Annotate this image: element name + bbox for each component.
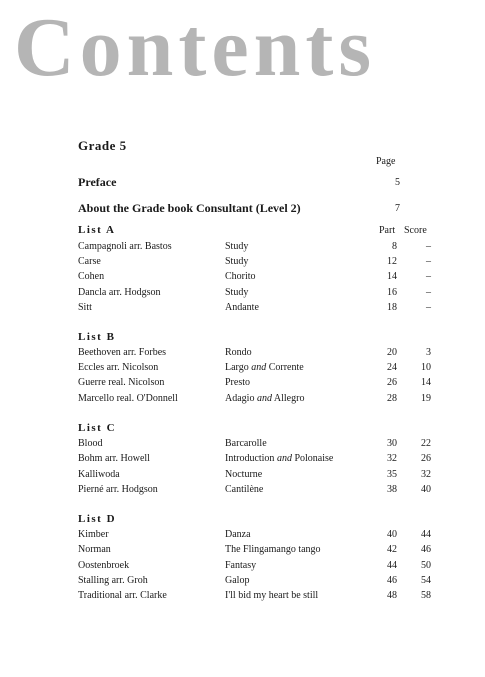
toc-row[interactable]	[78, 393, 433, 408]
part-page: 24	[387, 362, 397, 373]
piece-title: Barcarolle	[225, 438, 267, 449]
part-page: 46	[387, 575, 397, 586]
toc-row[interactable]	[78, 544, 433, 559]
list-heading-d: List D	[78, 513, 117, 525]
piece-title: Andante	[225, 302, 259, 313]
part-page: 32	[387, 453, 397, 464]
composer: Guerre real. Nicolson	[78, 377, 165, 388]
toc-row[interactable]	[78, 575, 433, 590]
score-page: 54	[421, 575, 431, 586]
composer: Pierné arr. Hodgson	[78, 484, 158, 495]
part-column-header: Part	[379, 225, 396, 236]
composer: Traditional arr. Clarke	[78, 590, 167, 601]
composer: Cohen	[78, 271, 105, 282]
piece-title: Presto	[225, 377, 250, 388]
toc-row[interactable]	[78, 453, 433, 468]
toc-page-number: 5	[395, 177, 400, 188]
piece-title: Nocturne	[225, 469, 263, 480]
score-column-header: Score	[404, 225, 427, 236]
piece-title: Largo and Corrente	[225, 362, 304, 373]
composer: Blood	[78, 438, 103, 449]
composer: Norman	[78, 544, 111, 555]
toc-page-number: 7	[395, 203, 400, 214]
composer: Oostenbroek	[78, 560, 130, 571]
part-page: 28	[387, 393, 397, 404]
composer: Carse	[78, 256, 101, 267]
piece-title: Study	[225, 287, 249, 298]
part-page: 26	[387, 377, 397, 388]
composer: Campagnoli arr. Bastos	[78, 241, 172, 252]
toc-entry-preface[interactable]: Preface	[78, 175, 117, 189]
piece-title: Introduction and Polonaise	[225, 453, 334, 464]
piece-title: Study	[225, 256, 249, 267]
score-page: 58	[421, 590, 431, 601]
composer: Marcello real. O'Donnell	[78, 393, 178, 404]
composer: Beethoven arr. Forbes	[78, 347, 167, 358]
score-page: –	[426, 256, 431, 267]
page-column-header: Page	[376, 156, 396, 167]
composer: Bohm arr. Howell	[78, 453, 150, 464]
part-page: 42	[387, 544, 397, 555]
piece-title: Galop	[225, 575, 250, 586]
score-page: –	[426, 302, 431, 313]
toc-row[interactable]	[78, 529, 433, 544]
toc-row[interactable]	[78, 287, 433, 302]
toc-row[interactable]	[78, 241, 433, 256]
part-page: 18	[387, 302, 397, 313]
score-page: 3	[426, 347, 431, 358]
part-page: 20	[387, 347, 397, 358]
part-page: 48	[387, 590, 397, 601]
toc-row[interactable]	[78, 362, 433, 377]
part-page: 35	[387, 469, 397, 480]
piece-title: Study	[225, 241, 249, 252]
score-page: 10	[421, 362, 431, 373]
toc-row[interactable]	[78, 438, 433, 453]
score-page: –	[426, 287, 431, 298]
score-page: 26	[421, 453, 431, 464]
piece-title: Rondo	[225, 347, 252, 358]
piece-title: I'll bid my heart be still	[225, 590, 319, 601]
list-heading-b: List B	[78, 331, 116, 343]
part-page: 16	[387, 287, 397, 298]
grade-heading: Grade 5	[78, 138, 127, 153]
score-page: 19	[421, 393, 431, 404]
page-title: Contents	[14, 1, 377, 94]
part-page: 30	[387, 438, 397, 449]
piece-title: Fantasy	[225, 560, 257, 571]
list-heading-c: List C	[78, 422, 117, 434]
toc-row[interactable]	[78, 377, 433, 392]
part-page: 40	[387, 529, 397, 540]
piece-title: Chorito	[225, 271, 256, 282]
toc-row[interactable]	[78, 271, 433, 286]
composer: Sitt	[78, 302, 92, 313]
composer: Kalliwoda	[78, 469, 120, 480]
part-page: 8	[392, 241, 397, 252]
score-page: 22	[421, 438, 431, 449]
toc-entry-about-consultant[interactable]: About the Grade book Consultant (Level 2)	[78, 201, 301, 215]
piece-title: Adagio and Allegro	[225, 393, 305, 404]
toc-row[interactable]	[78, 302, 433, 317]
score-page: –	[426, 271, 431, 282]
score-page: 50	[421, 560, 431, 571]
piece-title: The Flingamango tango	[225, 544, 321, 555]
piece-title: Danza	[225, 529, 251, 540]
list-heading-a: List A	[78, 224, 116, 236]
composer: Kimber	[78, 529, 109, 540]
part-page: 44	[387, 560, 397, 571]
part-page: 38	[387, 484, 397, 495]
score-page: 44	[421, 529, 431, 540]
composer: Dancla arr. Hodgson	[78, 287, 161, 298]
part-page: 12	[387, 256, 397, 267]
toc-row[interactable]	[78, 560, 433, 575]
score-page: –	[426, 241, 431, 252]
score-page: 40	[421, 484, 431, 495]
score-page: 32	[421, 469, 431, 480]
score-page: 46	[421, 544, 431, 555]
piece-title: Cantilène	[225, 484, 264, 495]
toc-row[interactable]	[78, 469, 433, 484]
toc-row[interactable]	[78, 484, 433, 499]
score-page: 14	[421, 377, 431, 388]
toc-row[interactable]	[78, 347, 433, 362]
toc-row[interactable]	[78, 590, 433, 605]
part-page: 14	[387, 271, 397, 282]
composer: Eccles arr. Nicolson	[78, 362, 159, 373]
composer: Stalling arr. Groh	[78, 575, 148, 586]
toc-row[interactable]	[78, 256, 433, 271]
